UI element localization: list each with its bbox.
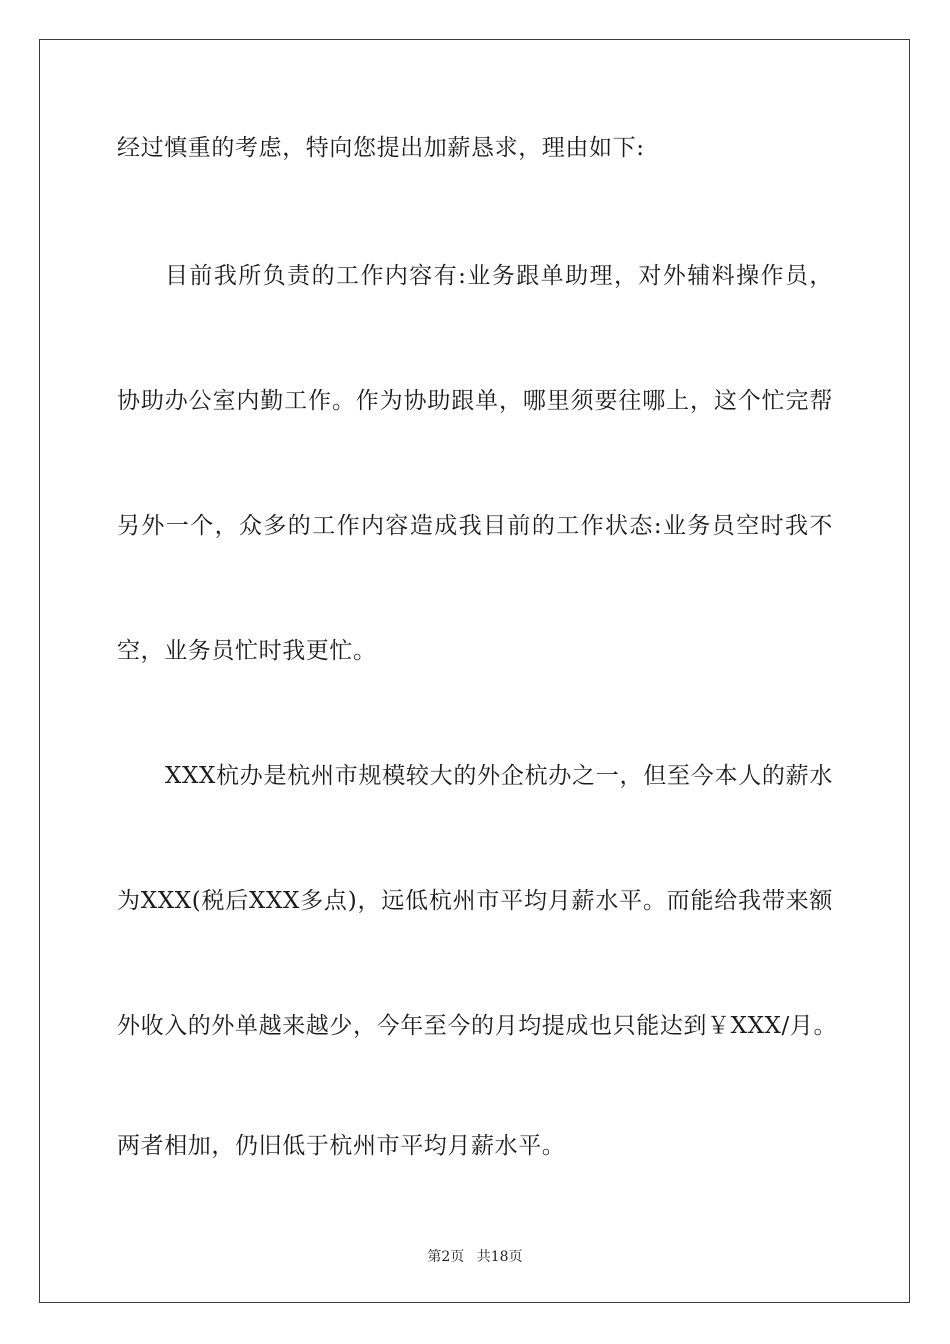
- text-line-8: 外收入的外单越来越少，今年至今的月均提成也只能达到￥XXX/月。: [117, 1013, 838, 1039]
- page-number: 第2页: [427, 1249, 465, 1265]
- page-footer: [0, 1248, 950, 1266]
- text-line-7: 为XXX(税后XXX多点)，远低杭州市平均月薪水平。而能给我带来额: [117, 888, 833, 914]
- text-line-2: 目前我所负责的工作内容有:业务跟单助理，对外辅料操作员，: [165, 263, 833, 289]
- text-line-1: 经过慎重的考虑，特向您提出加薪恳求，理由如下:: [117, 135, 645, 161]
- text-line-9: 两者相加，仍旧低于杭州市平均月薪水平。: [117, 1133, 566, 1159]
- text-line-6: XXX杭办是杭州市规模较大的外企杭办之一，但至今本人的薪水: [165, 763, 833, 789]
- text-line-4: 另外一个，众多的工作内容造成我目前的工作状态:业务员空时我不: [117, 513, 833, 539]
- page-total: 共18页: [476, 1249, 523, 1265]
- text-line-3: 协助办公室内勤工作。作为协助跟单，哪里须要往哪上，这个忙完帮: [117, 388, 833, 414]
- text-line-5: 空，业务员忙时我更忙。: [117, 638, 377, 664]
- page-frame: [39, 39, 910, 1303]
